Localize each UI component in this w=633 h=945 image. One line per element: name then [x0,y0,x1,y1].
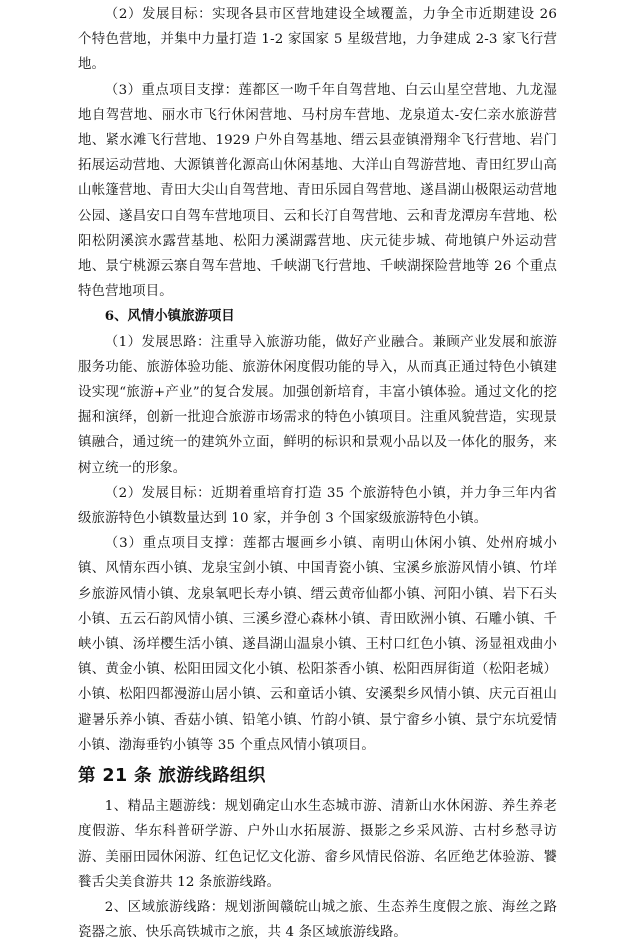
camp-development-goal: （2）发展目标：实现各县市区营地建设全域覆盖，力争全市近期建设 26 个特色营地，并集中力量打造 1-2 家国家 5 星级营地，力争建成 2-3 家飞行营地。 [78,7,557,73]
article-21-heading: 第 21 条 旅游线路组织 [78,766,266,787]
camp-key-projects: （3）重点项目支撑：莲都区一吻千年自驾营地、白云山星空营地、九龙湿地自驾营地、丽水市飞行休闲营地、马村房车营地、龙泉道太-安仁亲水旅游营地、紧水滩飞行营地、1929 户外自驾基地、缙云县壶镇滑翔伞飞行营地、岩门拓展运动营地、大源镇普化源高山休闲基地、大洋山自驾游营地、青田红罗山高山帐篷营地、青田大尖山自驾营地、青田乐园自驾营地、遂昌湖山极限运动营地公园、遂昌安口自驾车营地项目、云和长汀自驾营地、云和青龙潭房车营地、松阳松阴溪滨水露营基地、松阳力溪湖露营地、庆元徒步城、荷地镇户外运动营地、景宁桃源云寨自驾车营地、千峡湖飞行营地、千峡湖探险营地等 26 个重点特色营地项目。 [78,82,557,300]
town-development-goal: （2）发展目标：近期着重培育打造 35 个旅游特色小镇，并力争三年内省级旅游特色小镇数量达到 10 家，并争创 3 个国家级旅游特色小镇。 [78,485,557,527]
town-section-heading: 6、风情小镇旅游项目 [104,308,235,325]
town-development-idea: （1）发展思路：注重导入旅游功能，做好产业融合。兼顾产业发展和旅游服务功能、旅游体验功能、旅游休闲度假功能的导入，从而真正通过特色小镇建设实现“旅游+产业”的复合发展。加强创新培育，丰富小镇体验。通过文化的挖掘和演绎，创新一批迎合旅游市场需求的特色小镇项目。注重风貌营造，实现景镇融合，通过统一的建筑外立面，鲜明的标识和景观小品以及一体化的服务，来树立统一的形象。 [78,334,557,476]
route-item-themed: 1、精品主题游线：规划确定山水生态城市游、清新山水休闲游、养生养老度假游、华东科普研学游、户外山水拓展游、摄影之乡采风游、古村乡愁寻访游、美丽田园休闲游、红色记忆文化游、畲乡风情民俗游、名匠绝艺体验游、饕餮舌尖美食游共 12 条旅游线路。 [78,799,557,890]
route-item-regional: 2、区域旅游线路：规划浙闽赣皖山城之旅、生态养生度假之旅、海丝之路瓷器之旅、快乐高铁城市之旅，共 4 条区域旅游线路。 [78,899,557,941]
town-key-projects: （3）重点项目支撑：莲都古堰画乡小镇、南明山休闲小镇、处州府城小镇、风情东西小镇、龙泉宝剑小镇、中国青瓷小镇、宝溪乡旅游风情小镇、竹垟乡旅游风情小镇、龙泉氧吧长寿小镇、缙云黄帝仙都小镇、河阳小镇、岩下石头小镇、五云石韵风情小镇、三溪乡澄心森林小镇、青田欧洲小镇、石雕小镇、千峡小镇、汤垟樱生活小镇、遂昌湖山温泉小镇、王村口红色小镇、汤显祖戏曲小镇、黄金小镇、松阳田园文化小镇、松阳茶香小镇、松阳西屏街道（松阳老城）小镇、松阳四都漫游山居小镇、云和童话小镇、安溪梨乡风情小镇、庆元百祖山避暑乐养小镇、香菇小镇、铅笔小镇、竹韵小镇、景宁畲乡小镇、景宁东坑爱情小镇、渤海垂钓小镇等 35 个重点风情小镇项目。 [78,536,557,753]
